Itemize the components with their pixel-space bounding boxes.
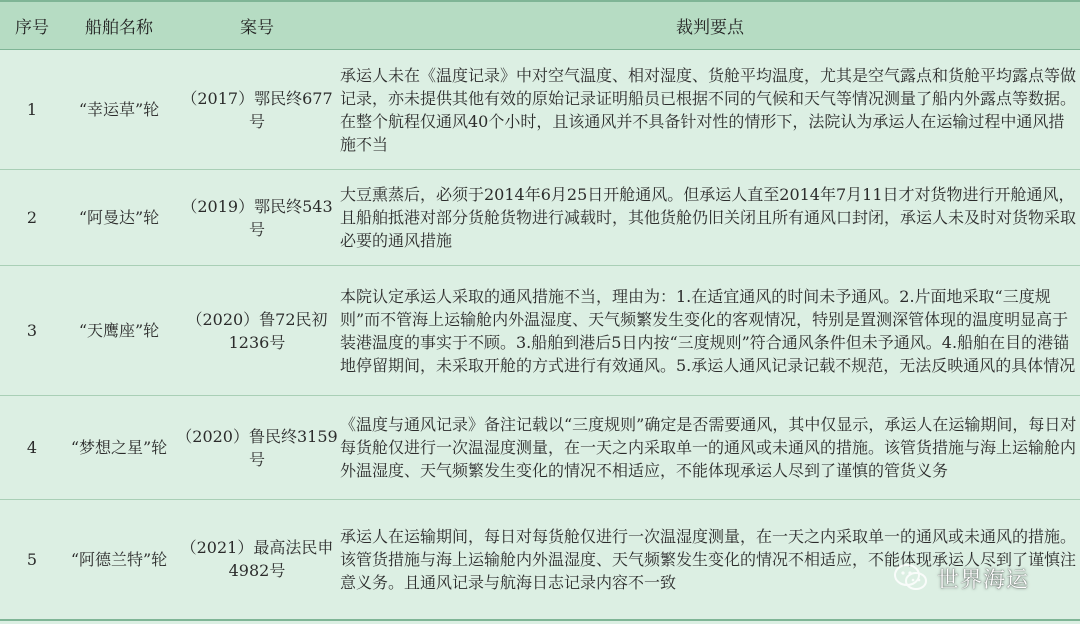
header-key-points: 裁判要点 <box>340 1 1080 50</box>
cell-key-points: 承运人在运输期间，每日对每货舱仅进行一次温湿度测量，在一天之内采取单一的通风或未通风的措施。该管货措施与海上运输舱内外温湿度、天气频繁发生变化的情况不相适应，不能体现承运人尽到了谨慎注意义务。且通风记录与航海日志记录内容不一致 <box>340 500 1080 620</box>
cell-key-points: 大豆熏蒸后，必须于2014年6月25日开舱通风。但承运人直至2014年7月11日才对货物进行开舱通风，且船舶抵港对部分货舱货物进行减载时，其他货舱仍旧关闭且所有通风口封闭，承运人未及时对货物采取必要的通风措施 <box>340 170 1080 266</box>
table-row <box>0 50 1080 170</box>
cell-case-no: （2021）最高法民申4982号 <box>174 500 340 620</box>
cell-index: 1 <box>0 50 64 170</box>
table-row <box>0 396 1080 500</box>
table-row <box>0 170 1080 266</box>
cell-key-points: 《温度与通风记录》备注记载以“三度规则”确定是否需要通风，其中仅显示，承运人在运输期间，每日对每货舱仅进行一次温湿度测量，在一天之内采取单一的通风或未通风的措施。该管货措施与海上运输舱内外温湿度、天气频繁发生变化的情况不相适应，不能体现承运人尽到了谨慎的管货义务 <box>340 396 1080 500</box>
cell-key-points: 承运人未在《温度记录》中对空气温度、相对湿度、货舱平均温度，尤其是空气露点和货舱平均露点等做记录，亦未提供其他有效的原始记录证明船员已根据不同的气候和天气等情况测量了船内外露点等数据。在整个航程仅通风40个小时，且该通风并不具备针对性的情形下，法院认为承运人在运输过程中通风措施不当 <box>340 50 1080 170</box>
cell-ship-name: “天鹰座”轮 <box>64 266 174 396</box>
cell-case-no: （2017）鄂民终677号 <box>174 50 340 170</box>
table-header-row <box>0 1 1080 50</box>
cell-index: 2 <box>0 170 64 266</box>
cell-ship-name: “梦想之星”轮 <box>64 396 174 500</box>
cell-index: 4 <box>0 396 64 500</box>
table-row <box>0 500 1080 620</box>
header-case-no: 案号 <box>174 1 340 50</box>
cell-case-no: （2020）鲁民终3159号 <box>174 396 340 500</box>
cell-ship-name: “幸运草”轮 <box>64 50 174 170</box>
table-row <box>0 266 1080 396</box>
header-index: 序号 <box>0 1 64 50</box>
cell-index: 5 <box>0 500 64 620</box>
cell-case-no: （2020）鲁72民初1236号 <box>174 266 340 396</box>
cell-ship-name: “阿曼达”轮 <box>64 170 174 266</box>
cell-index: 3 <box>0 266 64 396</box>
header-ship-name: 船舶名称 <box>64 1 174 50</box>
watermark-text: 世界海运 <box>937 567 1030 593</box>
cell-case-no: （2019）鄂民终543号 <box>174 170 340 266</box>
cell-key-points: 本院认定承运人采取的通风措施不当，理由为：1.在适宜通风的时间未予通风。2.片面地采取“三度规则”而不管海上运输舱内外温湿度、天气频繁发生变化的客观情况，特别是置测深管体现的温度明显高于装港温度的事实于不顾。3.船舶到港后5日内按“三度规则”符合通风条件但未予通风。4.船舶在目的港锚地停留期间，未采取开舱的方式进行有效通风。5.承运人通风记录记载不规范，无法反映通风的具体情况 <box>340 266 1080 396</box>
cell-ship-name: “阿德兰特”轮 <box>64 500 174 620</box>
